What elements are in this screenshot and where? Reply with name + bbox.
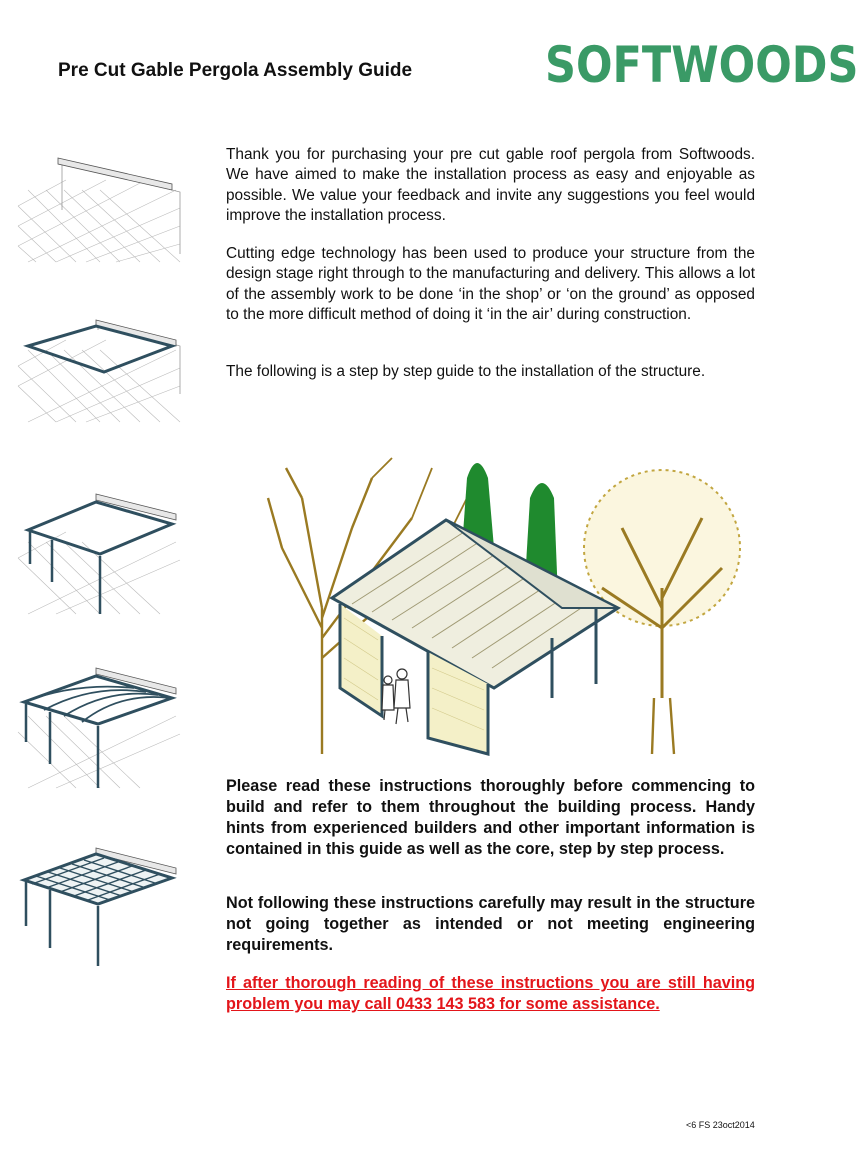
step-2-illustration [16, 310, 192, 440]
read-instructions-paragraph: Please read these instructions thoroughly before commencing to build and refer to them throughout the building process. Handy hints from experienced builders and other important information is contained in this guide as well as the core, step by step process. [226, 777, 755, 858]
finished-pergola-illustration [262, 458, 808, 754]
warning-paragraph: Not following these instructions carefully may result in the structure not going together as intended or not meeting engineering requirements. [226, 894, 755, 954]
step-3-illustration [16, 488, 192, 618]
page-title: Pre Cut Gable Pergola Assembly Guide [58, 60, 413, 81]
intro-paragraph-1: Thank you for purchasing your pre cut gable roof pergola from Softwoods. We have aimed to make the installation process as easy and enjoyable as possible. We value your feedback and invite any suggestions you feel would improve the installation process. [226, 146, 755, 225]
document-code: <6 FS 23oct2014 [686, 1120, 755, 1130]
step-4-illustration [16, 660, 192, 790]
intro-paragraph-3: The following is a step by step guide to the installation of the structure. [226, 363, 706, 380]
step-1-illustration [16, 150, 192, 280]
people-figures [382, 669, 410, 724]
help-contact-paragraph: If after thorough reading of these instructions you are still having problem you may call 0433 143 583 for some assistance. [226, 974, 755, 1013]
brand-logo: SOFTWOODS [545, 36, 858, 94]
intro-paragraph-2: Cutting edge technology has been used to produce your structure from the design stage right through to the manufacturing and delivery. This allows a lot of the assembly work to be done ‘in the shop’ or ‘on the ground’ as opposed to the more difficult method of doing it ‘in the air’ during construction. [226, 245, 755, 324]
step-5-illustration [16, 838, 192, 968]
